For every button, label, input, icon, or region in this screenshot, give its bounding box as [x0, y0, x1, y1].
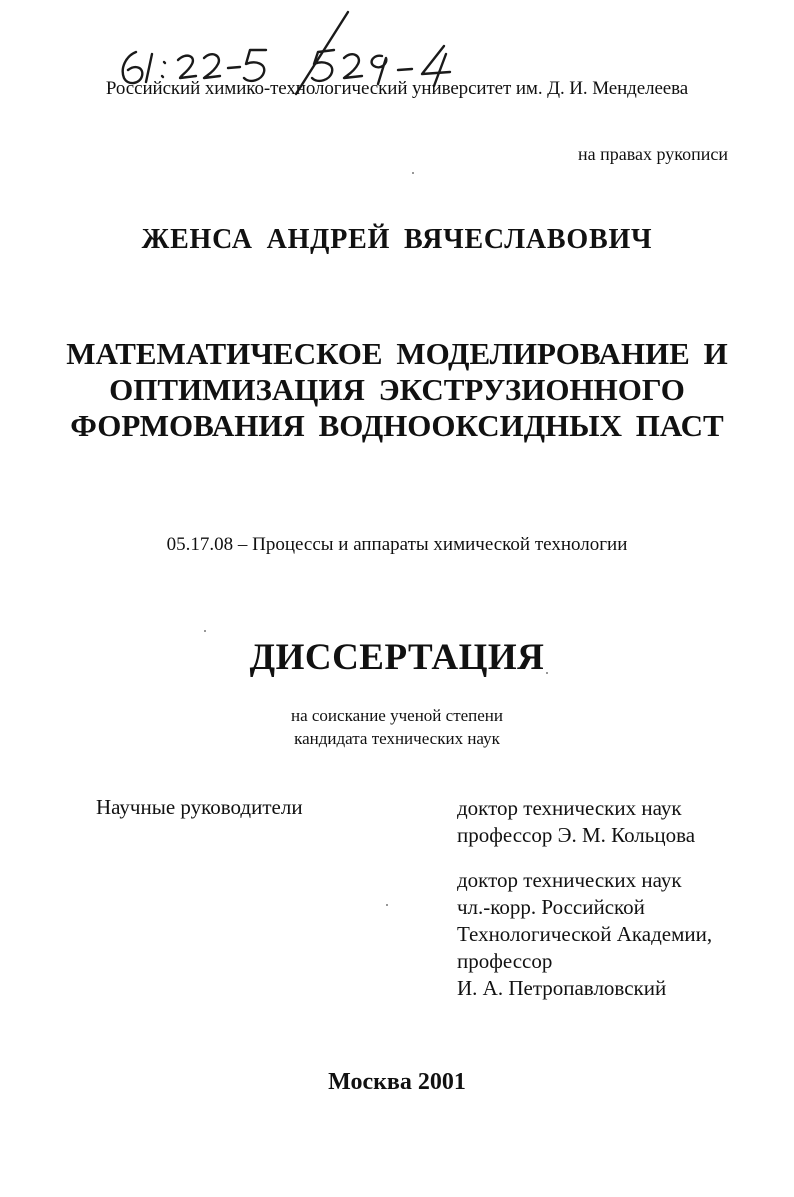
supervisor-line: профессор [457, 949, 553, 973]
title-line: ФОРМОВАНИЯ ВОДНООКСИДНЫХ ПАСТ [70, 408, 724, 443]
scan-speck [546, 672, 548, 674]
document-type: ДИССЕРТАЦИЯ [249, 637, 545, 678]
supervisor-first [457, 795, 695, 849]
supervisor-line: доктор технических наук [457, 868, 682, 892]
supervisors-label: Научные руководители [96, 795, 303, 819]
scan-speck [386, 904, 388, 906]
degree-line: кандидата технических наук [294, 729, 500, 748]
rights-note: на правах рукописи [578, 144, 728, 164]
specialty-code: 05.17.08 – Процессы и аппараты химической технологии [166, 534, 628, 555]
university-name: Российский химико-технологический университет им. Д. И. Менделеева [105, 78, 689, 99]
title-line: МАТЕМАТИЧЕСКОЕ МОДЕЛИРОВАНИЕ И [66, 336, 728, 371]
degree-description [0, 704, 794, 750]
dissertation-title [0, 336, 794, 444]
scan-speck [412, 172, 414, 174]
supervisor-line: Технологической Академии, [457, 922, 713, 946]
degree-line: на соискание ученой степени [290, 706, 504, 725]
city-year: Москва 2001 [328, 1069, 466, 1095]
title-line: ОПТИМИЗАЦИЯ ЭКСТРУЗИОННОГО [109, 372, 685, 407]
supervisor-line: профессор Э. М. Кольцова [457, 823, 696, 847]
scan-speck [204, 630, 206, 632]
author-name: ЖЕНСА АНДРЕЙ ВЯЧЕСЛАВОВИЧ [141, 224, 653, 255]
supervisor-line: И. А. Петропавловский [457, 976, 667, 1000]
supervisor-line: доктор технических наук [457, 796, 682, 820]
supervisor-line: чл.-корр. Российской [457, 895, 645, 919]
supervisor-second [457, 867, 712, 1002]
